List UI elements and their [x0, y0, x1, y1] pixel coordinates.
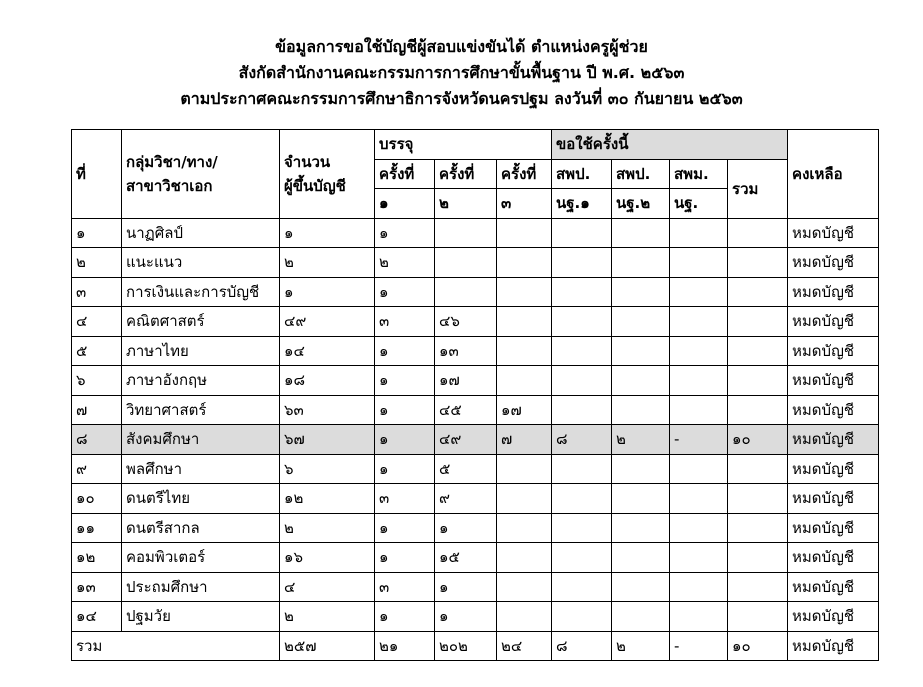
row-round-3	[497, 248, 552, 278]
row-round-2	[435, 248, 497, 278]
row-request-office-2	[612, 602, 670, 632]
row-round-3	[497, 602, 552, 632]
row-round-2: ๑๓	[435, 336, 497, 366]
row-request-office-3	[670, 572, 728, 602]
row-request-office-3	[670, 366, 728, 396]
row-no: ๘	[72, 425, 122, 455]
document-title	[0, 34, 923, 112]
header-round-3-number: ๓	[497, 189, 552, 219]
row-subject: สังคมศึกษา	[122, 425, 280, 455]
row-no: ๓	[72, 277, 122, 307]
row-no: ๑๐	[72, 484, 122, 514]
total-row	[72, 631, 879, 661]
account-usage-table	[71, 129, 879, 661]
row-request-office-3	[670, 454, 728, 484]
row-request-sum	[728, 484, 788, 514]
row-request-office-1: ๘	[552, 425, 612, 455]
row-request-sum	[728, 513, 788, 543]
header-request-office-1: สพป.	[552, 159, 612, 189]
row-round-1: ๑	[375, 513, 435, 543]
table-footer	[72, 631, 879, 661]
row-request-office-1	[552, 366, 612, 396]
row-request-office-1	[552, 218, 612, 248]
row-request-office-1	[552, 454, 612, 484]
row-round-3	[497, 513, 552, 543]
table-row	[72, 366, 879, 396]
row-count: ๑๔	[280, 336, 375, 366]
row-round-1: ๓	[375, 484, 435, 514]
row-round-2: ๑	[435, 572, 497, 602]
row-round-3: ๗	[497, 425, 552, 455]
header-request-office-3: สพม.	[670, 159, 728, 189]
row-request-office-2	[612, 395, 670, 425]
row-count: ๖๓	[280, 395, 375, 425]
title-line-2: สังกัดสำนักงานคณะกรรมการการศึกษาขั้นพื้นฐาน ปี พ.ศ. ๒๕๖๓	[238, 63, 685, 82]
table-row	[72, 336, 879, 366]
row-round-3: ๑๗	[497, 395, 552, 425]
row-no: ๑๔	[72, 602, 122, 632]
row-count: ๒	[280, 513, 375, 543]
row-request-office-3	[670, 543, 728, 573]
row-round-1: ๑	[375, 425, 435, 455]
total-remain: หมดบัญชี	[788, 631, 879, 661]
header-round-1: ครั้งที่	[375, 159, 435, 189]
row-request-office-2	[612, 248, 670, 278]
row-remain: หมดบัญชี	[788, 454, 879, 484]
row-round-3	[497, 366, 552, 396]
row-subject: ดนตรีไทย	[122, 484, 280, 514]
row-round-3	[497, 307, 552, 337]
header-round-2: ครั้งที่	[435, 159, 497, 189]
row-remain: หมดบัญชี	[788, 366, 879, 396]
table-body	[72, 218, 879, 631]
row-round-3	[497, 277, 552, 307]
row-remain: หมดบัญชี	[788, 602, 879, 632]
row-request-sum	[728, 543, 788, 573]
table-row	[72, 602, 879, 632]
row-request-office-1	[552, 307, 612, 337]
table-row	[72, 454, 879, 484]
row-request-sum	[728, 454, 788, 484]
row-request-office-2	[612, 572, 670, 602]
row-round-3	[497, 484, 552, 514]
row-round-1: ๑	[375, 336, 435, 366]
row-round-1: ๓	[375, 572, 435, 602]
row-count: ๒	[280, 602, 375, 632]
row-request-office-3	[670, 602, 728, 632]
row-request-office-1	[552, 484, 612, 514]
row-request-office-2	[612, 454, 670, 484]
table-row	[72, 513, 879, 543]
table-row	[72, 395, 879, 425]
row-remain: หมดบัญชี	[788, 218, 879, 248]
row-count: ๑๘	[280, 366, 375, 396]
row-subject: แนะแนว	[122, 248, 280, 278]
row-no: ๕	[72, 336, 122, 366]
table-row	[72, 277, 879, 307]
row-request-sum	[728, 307, 788, 337]
row-count: ๑	[280, 277, 375, 307]
row-request-office-1	[552, 602, 612, 632]
row-request-office-3	[670, 513, 728, 543]
header-request-office-2: สพป.	[612, 159, 670, 189]
header-round-3: ครั้งที่	[497, 159, 552, 189]
row-no: ๖	[72, 366, 122, 396]
row-request-office-3	[670, 307, 728, 337]
row-remain: หมดบัญชี	[788, 277, 879, 307]
row-round-2: ๙	[435, 484, 497, 514]
row-request-office-3	[670, 218, 728, 248]
row-subject: ดนตรีสากล	[122, 513, 280, 543]
table-header	[72, 130, 879, 219]
row-round-2: ๑๕	[435, 543, 497, 573]
row-subject: วิทยาศาสตร์	[122, 395, 280, 425]
table-row	[72, 248, 879, 278]
row-no: ๙	[72, 454, 122, 484]
title-line-1: ข้อมูลการขอใช้บัญชีผู้สอบแข่งขันได้ ตำแหน่งครูผู้ช่วย	[275, 37, 648, 56]
row-request-office-3	[670, 484, 728, 514]
total-round-1: ๒๑	[375, 631, 435, 661]
row-request-office-2	[612, 307, 670, 337]
header-request: ขอใช้ครั้งนี้	[552, 130, 788, 160]
row-no: ๑๒	[72, 543, 122, 573]
row-no: ๑	[72, 218, 122, 248]
row-request-sum	[728, 277, 788, 307]
row-request-office-2	[612, 218, 670, 248]
row-round-2: ๔๙	[435, 425, 497, 455]
row-round-1: ๑	[375, 366, 435, 396]
row-round-1: ๑	[375, 602, 435, 632]
row-request-sum	[728, 218, 788, 248]
row-request-sum: ๑๐	[728, 425, 788, 455]
total-request-office-2: ๒	[612, 631, 670, 661]
row-count: ๑๒	[280, 484, 375, 514]
row-round-1: ๒	[375, 248, 435, 278]
row-no: ๒	[72, 248, 122, 278]
row-remain: หมดบัญชี	[788, 513, 879, 543]
row-subject: คอมพิวเตอร์	[122, 543, 280, 573]
row-round-2: ๔๕	[435, 395, 497, 425]
row-remain: หมดบัญชี	[788, 572, 879, 602]
table-row	[72, 572, 879, 602]
row-request-sum	[728, 336, 788, 366]
total-label: รวม	[72, 631, 280, 661]
row-round-2	[435, 218, 497, 248]
header-remain: คงเหลือ	[788, 130, 879, 219]
row-request-office-2: ๒	[612, 425, 670, 455]
row-round-3	[497, 336, 552, 366]
header-round-2-number: ๒	[435, 189, 497, 219]
row-round-1: ๓	[375, 307, 435, 337]
row-round-3	[497, 454, 552, 484]
row-remain: หมดบัญชี	[788, 336, 879, 366]
row-request-office-3	[670, 277, 728, 307]
row-request-office-1	[552, 248, 612, 278]
row-request-office-1	[552, 336, 612, 366]
row-request-office-2	[612, 543, 670, 573]
row-count: ๔๙	[280, 307, 375, 337]
header-subject	[122, 130, 280, 219]
row-request-office-3: -	[670, 425, 728, 455]
row-round-1: ๑	[375, 454, 435, 484]
header-count-line-2: ผู้ขึ้นบัญชี	[284, 176, 346, 195]
row-request-office-3	[670, 336, 728, 366]
row-request-office-2	[612, 277, 670, 307]
row-remain: หมดบัญชี	[788, 395, 879, 425]
row-request-sum	[728, 602, 788, 632]
header-count	[280, 130, 375, 219]
total-round-2: ๒๐๒	[435, 631, 497, 661]
row-remain: หมดบัญชี	[788, 484, 879, 514]
total-round-3: ๒๔	[497, 631, 552, 661]
row-subject: นาฏศิลป์	[122, 218, 280, 248]
row-request-office-1	[552, 513, 612, 543]
row-request-office-1	[552, 395, 612, 425]
row-count: ๖	[280, 454, 375, 484]
row-request-office-2	[612, 336, 670, 366]
header-subject-line-1: กลุ่มวิชา/ทาง/	[126, 152, 218, 171]
row-no: ๗	[72, 395, 122, 425]
row-request-office-2	[612, 484, 670, 514]
row-subject: ปฐมวัย	[122, 602, 280, 632]
row-round-1: ๑	[375, 218, 435, 248]
row-round-2	[435, 277, 497, 307]
row-no: ๑๓	[72, 572, 122, 602]
row-subject: พลศึกษา	[122, 454, 280, 484]
table-row	[72, 543, 879, 573]
table-row	[72, 425, 879, 455]
row-round-3	[497, 218, 552, 248]
row-request-office-3	[670, 248, 728, 278]
row-remain: หมดบัญชี	[788, 543, 879, 573]
row-round-1: ๑	[375, 543, 435, 573]
total-count: ๒๕๗	[280, 631, 375, 661]
row-request-sum	[728, 366, 788, 396]
total-request-sum: ๑๐	[728, 631, 788, 661]
row-round-2: ๑๗	[435, 366, 497, 396]
row-request-office-1	[552, 277, 612, 307]
row-no: ๔	[72, 307, 122, 337]
row-request-office-3	[670, 395, 728, 425]
table-row	[72, 484, 879, 514]
row-remain: หมดบัญชี	[788, 425, 879, 455]
total-request-office-1: ๘	[552, 631, 612, 661]
row-request-office-2	[612, 513, 670, 543]
row-request-office-1	[552, 572, 612, 602]
row-round-2: ๑	[435, 513, 497, 543]
header-request-office-2-area: นฐ.๒	[612, 189, 670, 219]
row-request-office-1	[552, 543, 612, 573]
header-count-line-1: จำนวน	[284, 152, 331, 171]
row-remain: หมดบัญชี	[788, 307, 879, 337]
header-no: ที่	[72, 130, 122, 219]
header-appoint: บรรจุ	[375, 130, 552, 160]
header-request-office-3-area: นฐ.	[670, 189, 728, 219]
row-request-sum	[728, 572, 788, 602]
row-subject: ภาษาไทย	[122, 336, 280, 366]
row-no: ๑๑	[72, 513, 122, 543]
row-request-sum	[728, 395, 788, 425]
row-subject: ประถมศึกษา	[122, 572, 280, 602]
header-request-office-1-area: นฐ.๑	[552, 189, 612, 219]
row-subject: การเงินและการบัญชี	[122, 277, 280, 307]
row-round-1: ๑	[375, 277, 435, 307]
header-subject-line-2: สาขาวิชาเอก	[126, 176, 213, 195]
header-round-1-number: ๑	[375, 189, 435, 219]
row-round-1: ๑	[375, 395, 435, 425]
row-subject: ภาษาอังกฤษ	[122, 366, 280, 396]
row-remain: หมดบัญชี	[788, 248, 879, 278]
row-count: ๑	[280, 218, 375, 248]
table-row	[72, 218, 879, 248]
row-count: ๒	[280, 248, 375, 278]
header-request-sum: รวม	[728, 159, 788, 218]
total-request-office-3: -	[670, 631, 728, 661]
row-subject: คณิตศาสตร์	[122, 307, 280, 337]
title-line-3: ตามประกาศคณะกรรมการศึกษาธิการจังหวัดนครปฐม ลงวันที่ ๓๐ กันยายน ๒๕๖๓	[180, 89, 743, 108]
table-row	[72, 307, 879, 337]
row-round-2: ๔๖	[435, 307, 497, 337]
row-round-2: ๕	[435, 454, 497, 484]
row-request-sum	[728, 248, 788, 278]
row-round-3	[497, 543, 552, 573]
row-count: ๔	[280, 572, 375, 602]
row-round-3	[497, 572, 552, 602]
row-request-office-2	[612, 366, 670, 396]
row-count: ๖๗	[280, 425, 375, 455]
row-round-2: ๑	[435, 602, 497, 632]
row-count: ๑๖	[280, 543, 375, 573]
